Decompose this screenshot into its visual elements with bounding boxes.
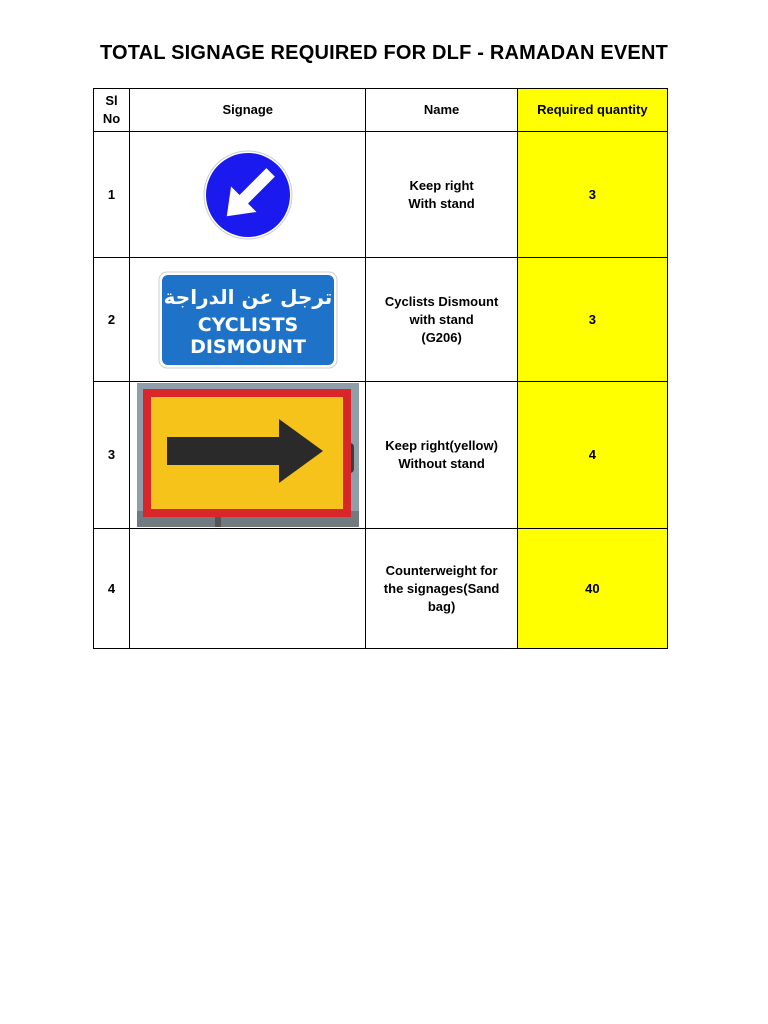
sign-arabic-text: ترجل عن الدراجة xyxy=(163,284,333,309)
row-required-quantity: 40 xyxy=(517,529,667,649)
row-required-quantity: 3 xyxy=(517,132,667,258)
header-name: Name xyxy=(366,89,517,132)
row-required-quantity: 4 xyxy=(517,382,667,529)
row-sl-no: 1 xyxy=(94,132,130,258)
row-name: Cyclists Dismount with stand (G206) xyxy=(366,258,517,382)
table-header-row xyxy=(94,89,668,132)
row-signage xyxy=(130,258,366,382)
keep-right-blue-circle-sign-icon xyxy=(202,149,294,241)
yellow-arrow-right-sign-icon xyxy=(137,383,359,527)
table-row xyxy=(94,382,668,529)
row-required-quantity: 3 xyxy=(517,258,667,382)
table-row xyxy=(94,132,668,258)
row-signage xyxy=(130,382,366,529)
page-title: TOTAL SIGNAGE REQUIRED FOR DLF - RAMADAN EVENT xyxy=(99,42,669,64)
row-name: Counterweight for the signages(Sand bag) xyxy=(366,529,517,649)
row-signage-empty xyxy=(130,529,366,649)
header-sl-no: Sl No xyxy=(94,89,130,132)
table-row xyxy=(94,529,668,649)
row-name: Keep right With stand xyxy=(366,132,517,258)
row-name: Keep right(yellow) Without stand xyxy=(366,382,517,529)
table-row xyxy=(94,258,668,382)
row-sl-no: 2 xyxy=(94,258,130,382)
sign-text-line1: CYCLISTS xyxy=(197,313,299,336)
header-required-quantity: Required quantity xyxy=(517,89,667,132)
header-signage: Signage xyxy=(130,89,366,132)
sign-text-line2: DISMOUNT xyxy=(189,335,306,358)
row-sl-no: 3 xyxy=(94,382,130,529)
row-sl-no: 4 xyxy=(94,529,130,649)
signage-table xyxy=(93,88,668,649)
row-signage xyxy=(130,132,366,258)
cyclists-dismount-sign-icon xyxy=(158,271,338,369)
